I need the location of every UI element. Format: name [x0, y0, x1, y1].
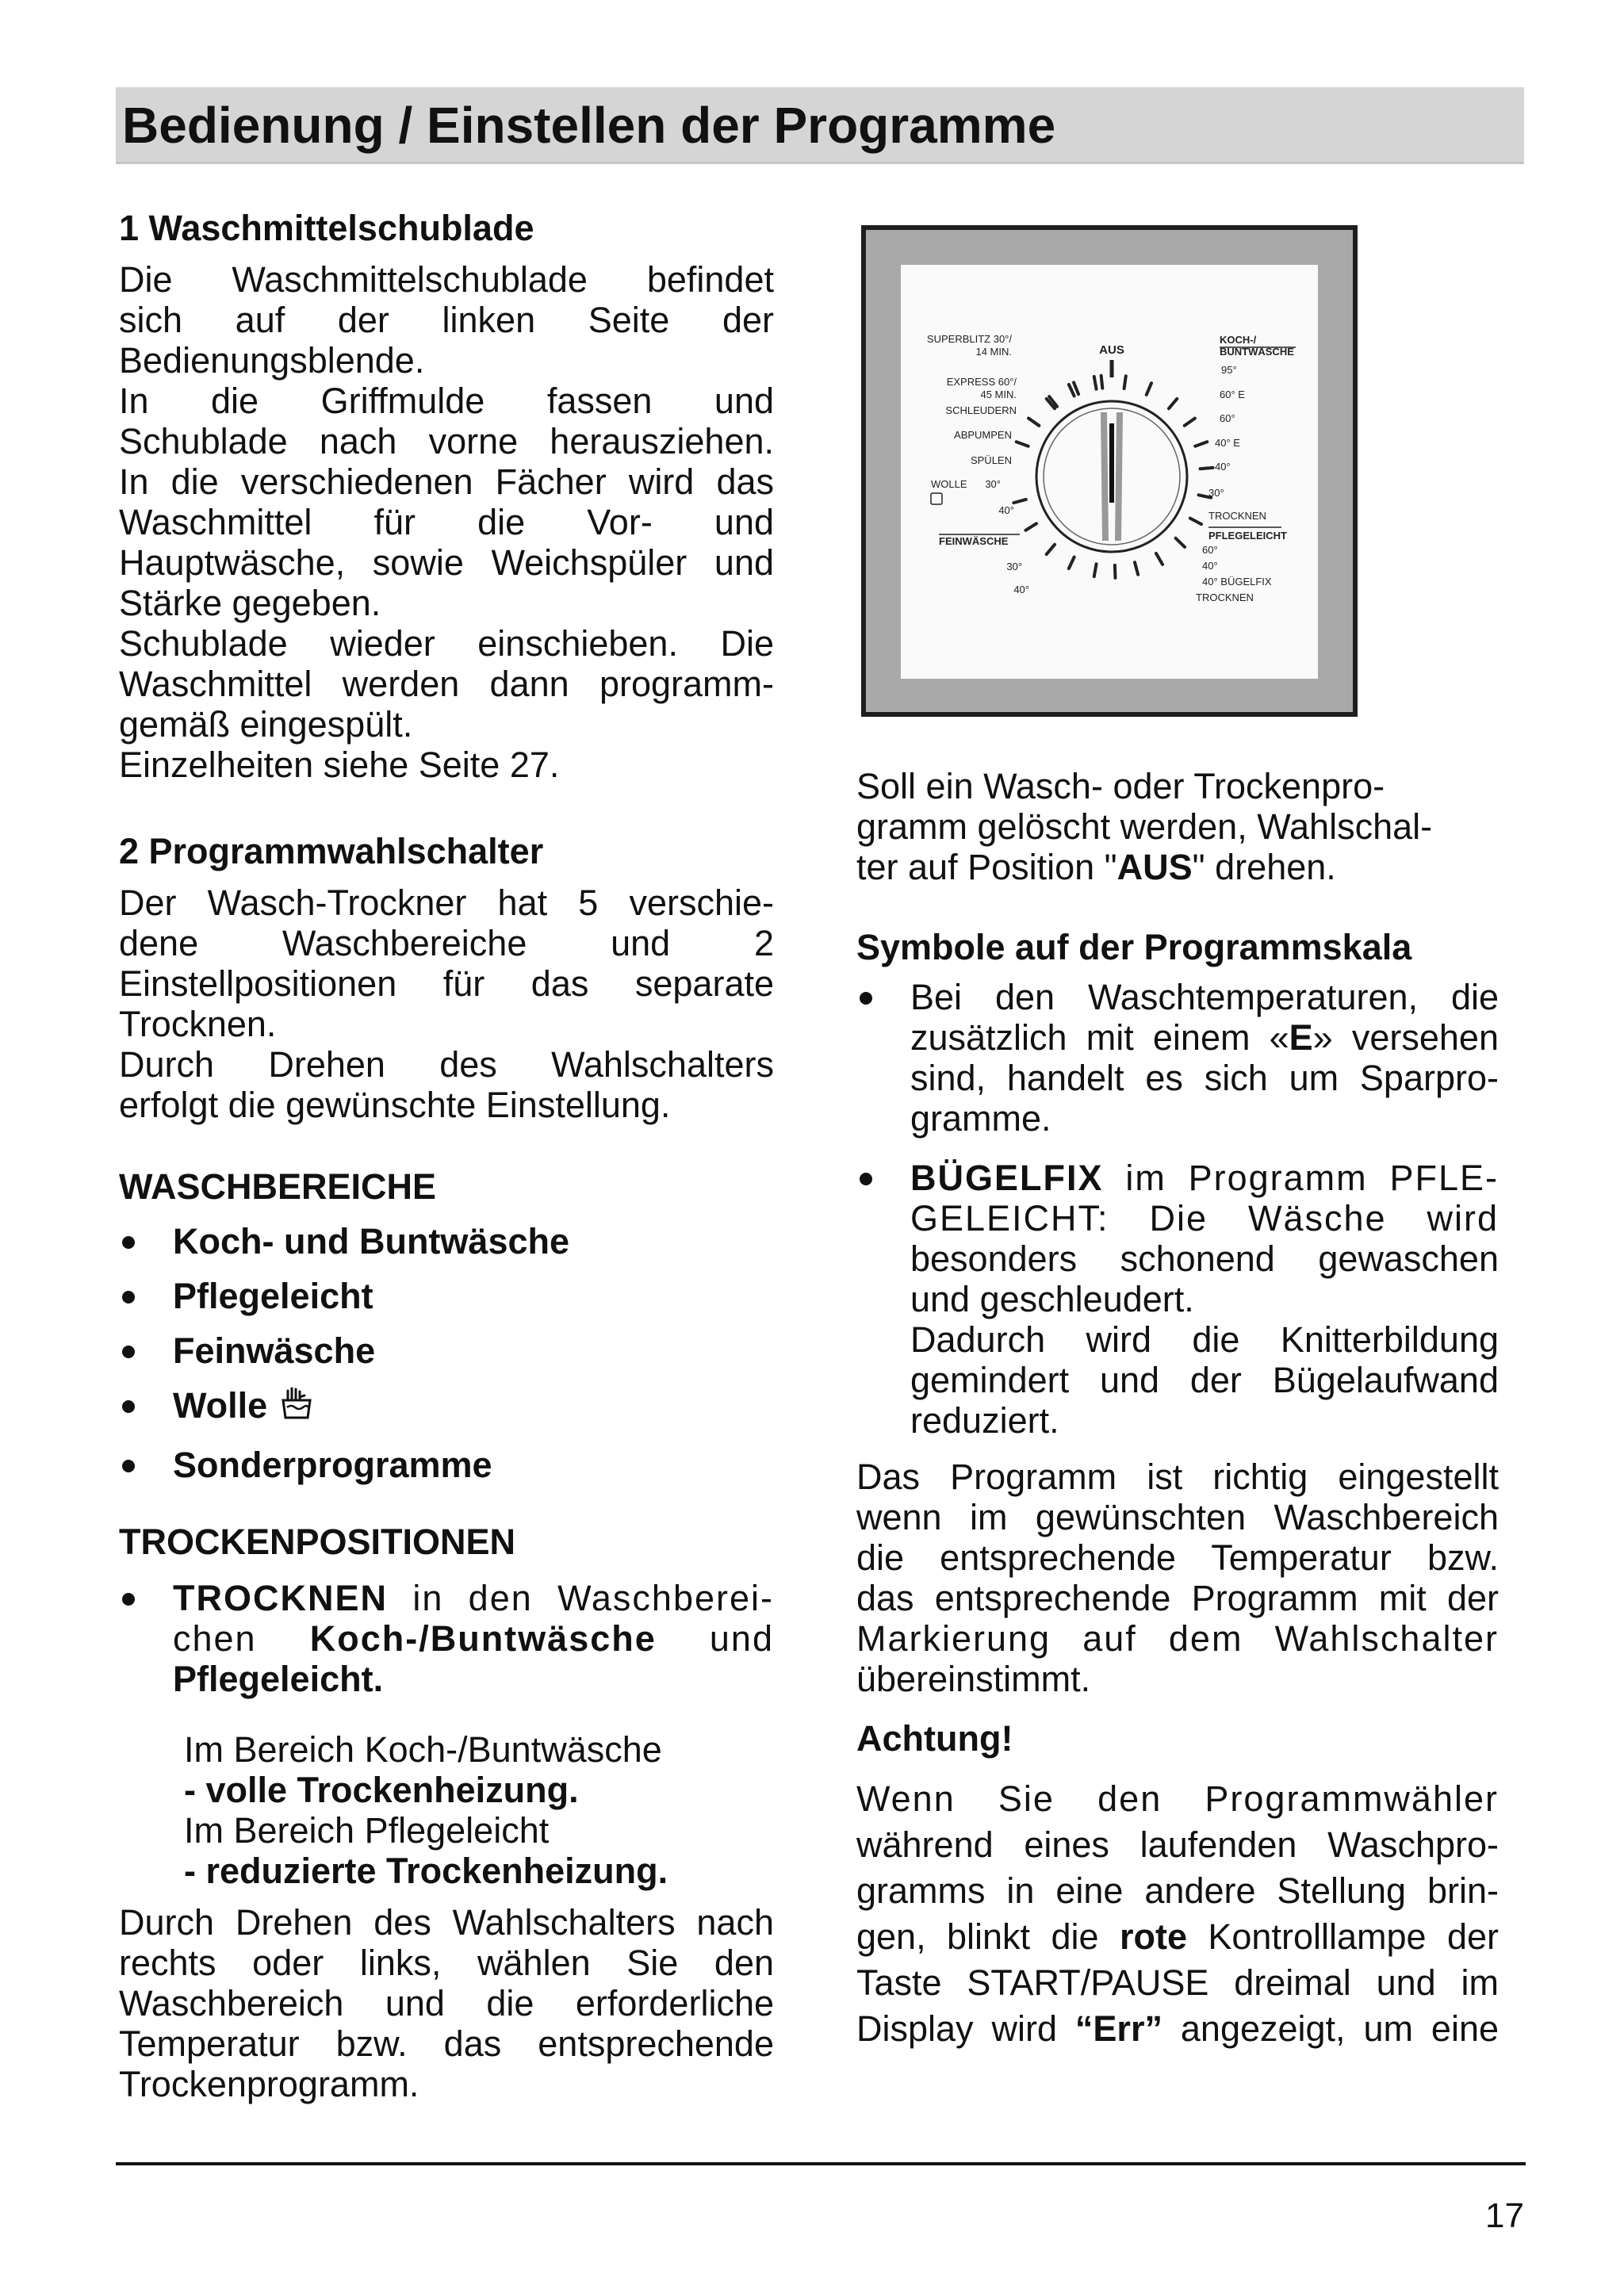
heading-waschmittelschublade: 1 Waschmittelschublade [119, 208, 534, 248]
bold-text: AUS [1116, 847, 1193, 887]
heading-programmwahlschalter: 2 Programmwahlschalter [119, 831, 544, 871]
list-item-label: Sonderprogramme [173, 1445, 492, 1485]
text-line: das entsprechende Programm mit der [856, 1578, 1499, 1618]
dial-label: 95° [1221, 364, 1237, 376]
bold-text: Koch-/Buntwäsche [309, 1618, 657, 1659]
dial-label: 40° [1013, 584, 1029, 595]
text-line: Der Wasch-Trockner hat 5 verschie- [119, 882, 774, 923]
text-line: Im Bereich Koch-/Buntwäsche [184, 1729, 662, 1770]
bold-text: TROCKNEN [173, 1578, 388, 1618]
text-line: wenn im gewünschten Waschbereich [856, 1497, 1499, 1537]
text-line: Hauptwäsche, sowie Weichspüler und [119, 542, 774, 583]
text-line: - volle Trockenheizung. [184, 1770, 579, 1810]
text-line: Einzelheiten siehe Seite 27. [119, 745, 560, 785]
text-line: übereinstimmt. [856, 1659, 1091, 1699]
dial-tick [1047, 545, 1055, 554]
dial-label: 30° [1006, 561, 1022, 572]
dial-label: 40° [998, 504, 1014, 516]
text-line: Stärke gegeben. [119, 583, 381, 623]
text-line: In die verschiedenen Fächer wird das [119, 461, 774, 502]
paragraph-waschmittelschublade [119, 259, 774, 785]
text-span: Display wird [856, 2008, 1075, 2049]
paragraph-drehen [119, 1902, 774, 2104]
text-span: angezeigt, um eine [1162, 2008, 1500, 2049]
dial-label: BUNTWÄSCHE [1220, 346, 1294, 358]
text-line: Markierung auf dem Wahlschalter [856, 1618, 1499, 1659]
dial-tick [1135, 562, 1138, 574]
dial-label: KOCH-/ [1220, 334, 1257, 346]
bold-text: rote [1119, 1916, 1187, 1957]
dial-label: 30° [1208, 487, 1224, 499]
text-line: die entsprechende Temperatur bzw. [856, 1537, 1499, 1578]
dial-tick [1115, 565, 1116, 578]
text-line: rechts oder links, wählen Sie den [119, 1943, 774, 1983]
list-item-label: Pflegeleicht [173, 1276, 373, 1316]
paragraph-programmwahlschalter [119, 882, 774, 1125]
dial-tick [1074, 382, 1078, 394]
bullet-icon [122, 1460, 135, 1472]
title-bar [116, 87, 1524, 164]
bold-text: “Err” [1074, 2008, 1162, 2049]
text-line: Im Bereich Pflegeleicht [184, 1810, 550, 1851]
dial-label: 60° E [1220, 389, 1245, 400]
text-line: gemäß eingespült. [119, 704, 413, 745]
text-line: Taste START/PAUSE dreimal und im [856, 1962, 1499, 2003]
dial-label: SCHLEUDERN [945, 404, 1017, 416]
text-line: Durch Drehen des Wahlschalters nach [119, 1902, 774, 1943]
footer-rule [116, 2162, 1526, 2165]
text-line: gramme. [910, 1098, 1051, 1139]
text-line: Waschmittel für die Vor- und [119, 502, 774, 542]
text-line: gemindert und der Bügelaufwand [910, 1360, 1499, 1400]
text-line: - reduzierte Trockenheizung. [184, 1851, 668, 1891]
dial-tick [1147, 383, 1151, 395]
list-item [119, 1330, 774, 1371]
dial-tick [1195, 442, 1207, 446]
dial-tick [1094, 564, 1097, 576]
text-line: GELEICHT: Die Wäsche wird [910, 1198, 1499, 1238]
list-item-label: Wolle [173, 1385, 268, 1426]
dial-label: TROCKNEN [1208, 510, 1266, 522]
dial-label-aus: AUS [1099, 343, 1124, 357]
dial-tick [1169, 399, 1177, 408]
text-line: Wenn Sie den Programmwähler [856, 1778, 1499, 1819]
program-dial [901, 265, 1318, 679]
text-line: Durch Drehen des Wahlschalters [119, 1044, 774, 1085]
dial-label: FEINWÄSCHE [939, 535, 1009, 547]
text-line: Soll ein Wasch- oder Trockenpro- [856, 766, 1385, 806]
text-line: besonders schonend gewaschen [910, 1238, 1499, 1279]
heading-symbole: Symbole auf der Programmskala [856, 927, 1412, 967]
dial-label: 45 MIN. [980, 389, 1017, 400]
text-span: " drehen. [1192, 847, 1336, 887]
bullet-icon [122, 1593, 135, 1606]
text-line: Einstellpositionen für das separate [119, 963, 774, 1004]
paragraph-intro [856, 766, 1499, 887]
dial-tick [1201, 468, 1213, 469]
text-span: zusätzlich mit einem « [910, 1017, 1289, 1058]
text-line: In die Griffmulde fassen und [119, 381, 774, 421]
text-span: chen [173, 1618, 310, 1659]
text-line: sind, handelt es sich um Sparpro- [910, 1058, 1499, 1098]
text-line: erfolgt die gewünschte Einstellung. [119, 1085, 671, 1125]
bold-text: BÜGELFIX [910, 1158, 1104, 1198]
list-item [119, 1276, 774, 1316]
left-column [119, 208, 774, 2104]
dial-label: 60° [1202, 544, 1218, 556]
text-line: gramm gelöscht werden, Wahlschal- [856, 806, 1433, 847]
heading-waschbereiche: WASCHBEREICHE [119, 1166, 437, 1207]
bullet-icon [122, 1236, 135, 1249]
dial-label: SUPERBLITZ 30°/ [926, 333, 1012, 345]
text-line: Bei den Waschtemperaturen, die [910, 977, 1499, 1017]
dial-label: 30° [985, 478, 1001, 490]
indented-block [119, 1729, 774, 1891]
dial-label: TROCKNEN [1196, 591, 1254, 603]
list-item-buegelfix [856, 1158, 1499, 1441]
heading-trockenpositionen: TROCKENPOSITIONEN [119, 1522, 516, 1562]
text-line: Temperatur bzw. das entsprechende [119, 2023, 774, 2064]
list-item [119, 1221, 774, 1261]
text-span: Kontrolllampe der [1186, 1916, 1499, 1957]
dial-tick [1124, 376, 1126, 389]
paragraph-achtung [856, 1776, 1499, 2052]
dial-tick [1156, 553, 1162, 565]
list-item-sparprogramme [856, 977, 1499, 1139]
text-line: Waschmittel werden dann programm- [119, 664, 774, 704]
dial-label: 40° E [1215, 437, 1240, 449]
bold-text: Pflegeleicht. [173, 1659, 384, 1699]
bold-text: E [1289, 1017, 1313, 1058]
page-number: 17 [1485, 2196, 1524, 2235]
text-line: gramms in eine andere Stellung brin- [856, 1870, 1499, 1911]
text-span: in den Waschberei- [388, 1578, 774, 1618]
page-title: Bedienung / Einstellen der Programme [122, 97, 1056, 154]
dial-tick [1069, 557, 1074, 569]
dial-tick [1185, 419, 1195, 426]
dial-label: 14 MIN. [975, 346, 1012, 358]
dial-tick [1028, 419, 1039, 426]
program-dial-figure [861, 225, 1358, 717]
dial-label: SPÜLEN [970, 454, 1012, 466]
list-item [119, 1445, 774, 1485]
dial-label: EXPRESS 60°/ [946, 376, 1017, 388]
list-item-trocknen [119, 1578, 774, 1699]
dial-label: WOLLE [931, 478, 967, 490]
bullet-icon [860, 1173, 872, 1185]
text-line: Bedienungsblende. [119, 340, 425, 381]
dial-tick [1176, 538, 1185, 547]
text-line: Schublade wieder einschieben. Die [119, 623, 774, 664]
text-span: ter auf Position " [856, 847, 1117, 887]
text-line: sich auf der linken Seite der [119, 300, 774, 340]
bullet-icon [122, 1400, 135, 1413]
dial-label: 40° [1215, 461, 1231, 473]
dial-tick [1025, 523, 1036, 530]
list-item-label: Feinwäsche [173, 1330, 376, 1371]
heading-achtung: Achtung! [856, 1718, 1013, 1759]
list-item-label: Koch- und Buntwäsche [173, 1221, 570, 1261]
text-line: Trockenprogramm. [119, 2064, 419, 2104]
text-line: und geschleudert. [910, 1279, 1194, 1319]
text-line: reduziert. [910, 1400, 1059, 1441]
dial-tick [1190, 519, 1201, 525]
text-line: Die Waschmittelschublade befindet [119, 259, 774, 300]
text-line: Trocknen. [119, 1004, 277, 1044]
text-line: Das Programm ist richtig eingestellt [856, 1457, 1499, 1497]
dial-label: ABPUMPEN [954, 429, 1012, 441]
dial-tick [1094, 377, 1097, 389]
dial-tick [1069, 385, 1074, 396]
list-item [119, 1385, 774, 1430]
right-column [856, 766, 1499, 2052]
bullet-icon [122, 1346, 135, 1358]
bullet-icon [860, 992, 872, 1005]
text-line: Dadurch wird die Knitterbildung [910, 1319, 1499, 1360]
text-line: dene Waschbereiche und 2 [119, 923, 774, 963]
dial-tick [1017, 442, 1028, 446]
text-span: gen, blinkt die [856, 1916, 1120, 1957]
paragraph-programm-eingestellt [856, 1457, 1499, 1699]
dial-label: 60° [1220, 412, 1235, 424]
dial-label: 40° BÜGELFIX [1202, 576, 1272, 588]
dial-tick [1101, 376, 1103, 389]
dial-panel [901, 265, 1318, 679]
text-line: Waschbereich und die erforderliche [119, 1983, 774, 2023]
text-span: im Programm PFLE- [1103, 1158, 1499, 1198]
dial-label: 40° [1202, 560, 1218, 572]
dial-tick [1013, 500, 1025, 503]
bullet-icon [122, 1291, 135, 1304]
text-line: Schublade nach vorne herausziehen. [119, 421, 774, 461]
dial-label: PFLEGELEICHT [1208, 530, 1287, 542]
text-span: und [656, 1618, 774, 1659]
handwash-icon [278, 1386, 315, 1430]
text-line: während eines laufenden Waschpro- [856, 1824, 1499, 1865]
text-span: » versehen [1312, 1017, 1499, 1058]
